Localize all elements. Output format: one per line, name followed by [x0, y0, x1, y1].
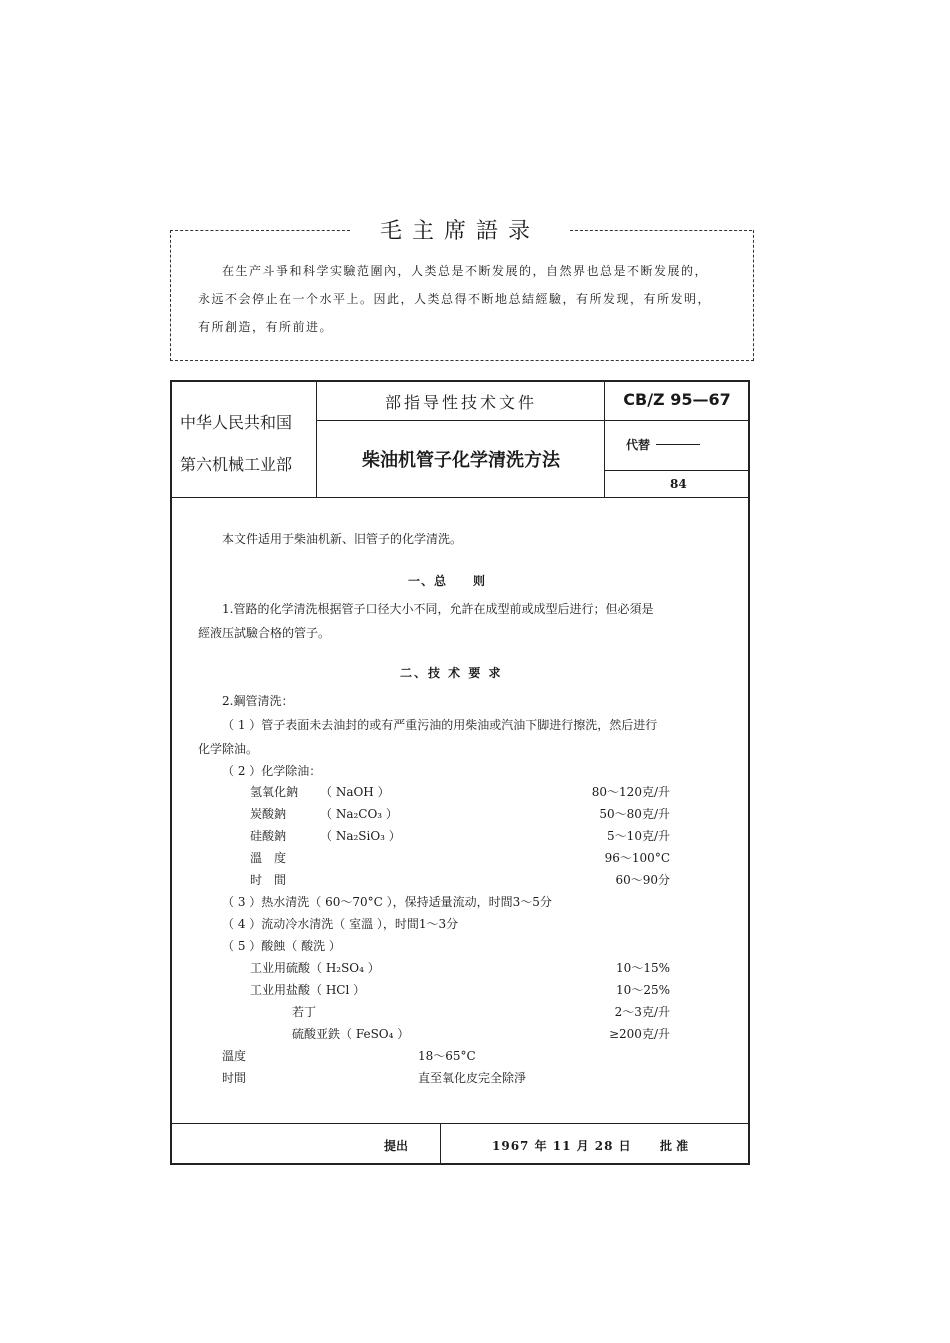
degrease-name: 溫 度: [250, 851, 287, 865]
doc-type: 部指导性技术文件: [384, 393, 537, 412]
footer-date: 1967 年 11 月 28 日: [492, 1139, 632, 1153]
quote-line-3: 有所創造，有所前进。: [198, 320, 334, 334]
org-name-line2: 第六机械工业部: [180, 455, 293, 474]
section-2-title: 二、技 术 要 求: [400, 666, 503, 680]
header-divider-left: [316, 381, 317, 497]
degrease-value: 50～80克/升: [599, 807, 670, 821]
degrease-name: 时 間: [250, 873, 287, 887]
degrease-value: 60～90分: [615, 873, 670, 887]
step-5-title: （ 5 ）酸蝕（ 酸洗 ）: [222, 939, 341, 953]
acid-value: 2～3克/升: [614, 1005, 670, 1019]
org-name-line1: 中华人民共和国: [180, 413, 293, 432]
step-1-line-2: 化学除油。: [198, 742, 259, 756]
degrease-name: 硅酸鈉: [250, 829, 287, 843]
degrease-formula: （ Na₂CO₃ ）: [320, 807, 398, 821]
quote-line-2: 永远不会停止在一个水平上。因此，人类总得不断地总結經驗，有所发现，有所发明，: [198, 292, 712, 306]
acid-value: ≥200克/升: [608, 1027, 670, 1041]
header-divider-right-lower: [605, 470, 749, 471]
header-divider-mid: [317, 420, 749, 421]
scope-text: 本文件适用于柴油机新、旧管子的化学清洗。: [222, 532, 463, 546]
footer-divider: [440, 1124, 441, 1164]
replaces-label: 代替: [626, 438, 651, 452]
time-label: 时間: [222, 1071, 247, 1085]
acid-value: 10～25%: [616, 983, 670, 997]
doc-number: CB/Z 95—67: [623, 390, 731, 409]
header-bottom-line: [171, 497, 749, 498]
item-2-title: 2.鋼管清洗：: [222, 694, 294, 708]
acid-name: 工业用盐酸（ HCl ）: [250, 983, 366, 997]
quote-line-1: 在生产斗爭和科学实驗范圍內，人类总是不断发展的，自然界也总是不断发展的，: [222, 264, 709, 278]
degrease-formula: （ Na₂SiO₃ ）: [320, 829, 401, 843]
quote-title: 毛主席語录: [379, 219, 540, 244]
degrease-value: 96～100°C: [604, 851, 670, 865]
step-4: （ 4 ）流动冷水清洗（ 室溫 ），时間1～3分: [222, 917, 459, 931]
degrease-name: 炭酸鈉: [250, 807, 287, 821]
temp-label: 溫度: [222, 1049, 247, 1063]
item-1-line-1: 1.管路的化学清洗根据管子口径大小不同，允許在成型前或成型后进行；但必須是: [222, 602, 654, 616]
acid-name: 硫酸亚鉄（ FeSO₄ ）: [292, 1027, 410, 1041]
doc-title: 柴油机管子化学清洗方法: [362, 450, 560, 471]
quote-border-top-right: [570, 230, 752, 231]
degrease-formula: （ NaOH ）: [320, 785, 390, 799]
time-value: 直至氧化皮完全除淨: [418, 1071, 527, 1085]
degrease-name: 氢氧化鈉: [250, 785, 299, 799]
section-1-title: 一、总 则: [408, 574, 487, 588]
step-3: （ 3 ）热水清洗（ 60～70°C ），保持适量流动，时間3～5分: [222, 895, 552, 909]
header-divider-right: [604, 381, 605, 497]
page-number: 84: [670, 477, 687, 491]
footer-top-line: [171, 1123, 749, 1124]
step-2-title: （ 2 ）化学除油：: [222, 764, 322, 778]
degrease-value: 80～120克/升: [591, 785, 670, 799]
quote-border-top-left: [170, 230, 350, 231]
degrease-value: 5～10克/升: [607, 829, 670, 843]
replaces-dash: [656, 444, 700, 445]
footer-proposed: 提出: [384, 1139, 409, 1153]
footer-approved: 批 准: [660, 1139, 689, 1153]
acid-value: 10～15%: [616, 961, 670, 975]
step-1-line-1: （ 1 ）管子表面未去油封的或有严重污油的用柴油或汽油下脚进行擦洗，然后进行: [222, 718, 658, 732]
temp-value: 18～65°C: [418, 1049, 476, 1063]
acid-name: 若丁: [292, 1005, 317, 1019]
acid-name: 工业用硫酸（ H₂SO₄ ）: [250, 961, 380, 975]
item-1-line-2: 經液压試驗合格的管子。: [198, 626, 331, 640]
